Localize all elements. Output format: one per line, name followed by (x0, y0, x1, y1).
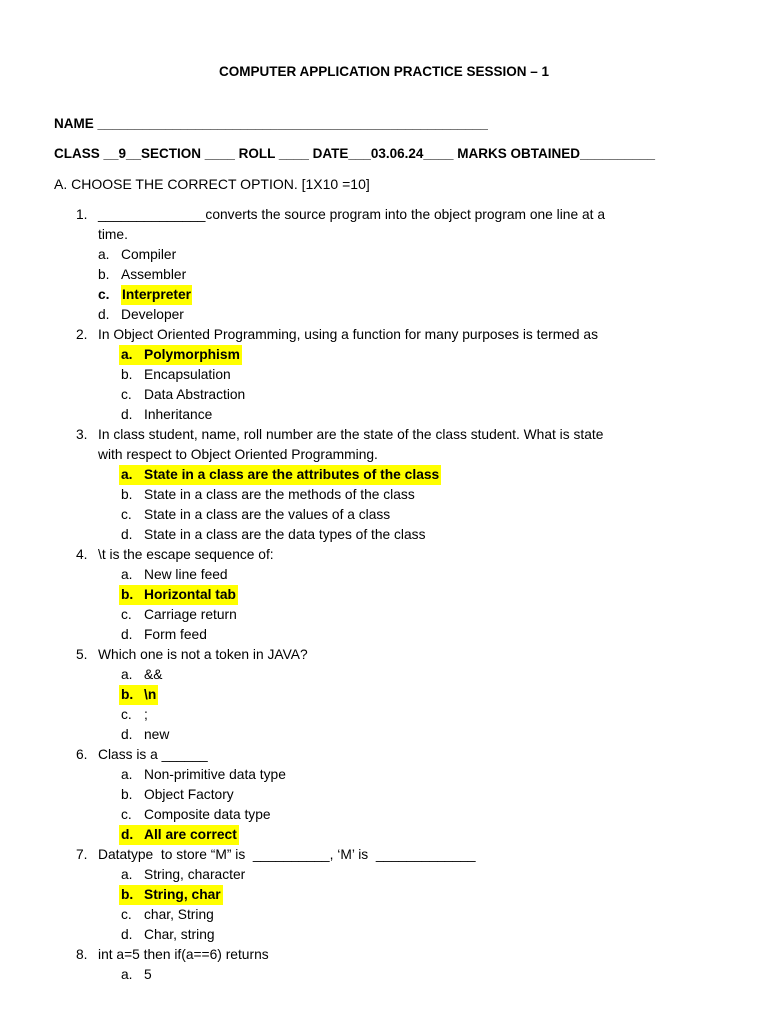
answer-highlight (119, 465, 441, 485)
question-number: 5. (76, 647, 88, 662)
question-text: In Object Oriented Programming, using a function for many purposes is termed as (98, 327, 598, 342)
option-letter: a. (121, 767, 133, 782)
answer-highlight (119, 825, 239, 845)
option-letter: c. (121, 607, 132, 622)
option-text: State in a class are the values of a class (144, 507, 391, 522)
question-text: Class is a ______ (98, 747, 208, 762)
question-line (0, 945, 768, 965)
option-text: new (144, 727, 170, 742)
option-text: Char, string (144, 927, 215, 942)
question-line (0, 225, 768, 245)
option-correct (0, 885, 768, 905)
option (0, 385, 768, 405)
question-line (0, 645, 768, 665)
option-correct (0, 285, 768, 305)
option (0, 965, 768, 985)
option (0, 865, 768, 885)
option (0, 785, 768, 805)
option (0, 605, 768, 625)
question-number: 8. (76, 947, 88, 962)
option-letter: a. (121, 467, 133, 482)
question-number: 7. (76, 847, 88, 862)
option-text: Horizontal tab (144, 587, 236, 602)
option-text: String, character (144, 867, 246, 882)
option-text: Encapsulation (144, 367, 231, 382)
option-letter: a. (121, 347, 133, 362)
option (0, 305, 768, 325)
option (0, 365, 768, 385)
option-letter: b. (121, 887, 134, 902)
option-text: Assembler (121, 267, 187, 282)
question-list (0, 205, 768, 985)
option (0, 705, 768, 725)
page-title: COMPUTER APPLICATION PRACTICE SESSION – 1 (218, 64, 550, 79)
question-text: \t is the escape sequence of: (98, 547, 274, 562)
option-text: Composite data type (144, 807, 271, 822)
option (0, 565, 768, 585)
option (0, 805, 768, 825)
option-letter: b. (98, 267, 110, 282)
option (0, 245, 768, 265)
option-text: Carriage return (144, 607, 237, 622)
question-text: In class student, name, roll number are the state of the class student. What is state (98, 427, 604, 442)
option-letter: d. (121, 407, 133, 422)
option-letter: d. (121, 827, 134, 842)
question-line (0, 445, 768, 465)
option-correct (0, 585, 768, 605)
question-number: 1. (76, 207, 88, 222)
option (0, 725, 768, 745)
question-item (0, 945, 768, 985)
option-text: Compiler (121, 247, 177, 262)
question-text: int a=5 then if(a==6) returns (98, 947, 269, 962)
question-text: Datatype to store “M” is __________, ‘M’ is _____________ (98, 847, 476, 862)
question-item (0, 425, 768, 545)
option-letter: d. (121, 927, 133, 942)
question-number: 4. (76, 547, 88, 562)
option-correct (0, 465, 768, 485)
question-text: ______________converts the source program into the object program one line at a (98, 207, 605, 222)
option-letter: a. (121, 567, 133, 582)
option-text: State in a class are the data types of the class (144, 527, 426, 542)
option-letter: a. (121, 967, 133, 982)
answer-highlight (119, 885, 223, 905)
question-item (0, 325, 768, 425)
option-letter: d. (121, 727, 133, 742)
question-number: 6. (76, 747, 88, 762)
option-text: Non-primitive data type (144, 767, 286, 782)
question-item (0, 845, 768, 945)
section-heading: A. CHOOSE THE CORRECT OPTION. [1X10 =10] (54, 176, 370, 192)
question-line (0, 545, 768, 565)
option-text: char, String (144, 907, 214, 922)
question-line (0, 425, 768, 445)
class-line: CLASS __9__SECTION ____ ROLL ____ DATE___03.06.24____ MARKS OBTAINED__________ (54, 146, 656, 161)
option-letter: a. (98, 247, 110, 262)
option-correct (0, 825, 768, 845)
option-letter: c. (121, 807, 132, 822)
option-letter: c. (121, 907, 132, 922)
option-letter: c. (98, 287, 110, 302)
option-text: \n (144, 687, 157, 702)
option-letter: b. (121, 367, 133, 382)
question-text: Which one is not a token in JAVA? (98, 647, 308, 662)
option (0, 905, 768, 925)
option (0, 625, 768, 645)
option-text: ; (144, 707, 148, 722)
question-line (0, 205, 768, 225)
option (0, 665, 768, 685)
question-line (0, 325, 768, 345)
option-letter: a. (121, 667, 133, 682)
question-item (0, 745, 768, 845)
option-text: State in a class are the attributes of the class (144, 467, 440, 482)
option-text: Object Factory (144, 787, 234, 802)
option-text: Interpreter (121, 285, 192, 305)
question-number: 2. (76, 327, 88, 342)
answer-highlight (119, 345, 242, 365)
option-letter: d. (98, 307, 110, 322)
question-line (0, 845, 768, 865)
option-letter: c. (121, 507, 132, 522)
option (0, 925, 768, 945)
name-line: NAME ____________________________________________________ (54, 116, 488, 131)
option-text: String, char (144, 887, 221, 902)
option-text: Form feed (144, 627, 207, 642)
option-correct (0, 685, 768, 705)
question-item (0, 645, 768, 745)
option-letter: a. (121, 867, 133, 882)
question-line (0, 745, 768, 765)
option-text: Developer (121, 307, 184, 322)
option-text: New line feed (144, 567, 228, 582)
option-letter: d. (121, 627, 133, 642)
option-text: Inheritance (144, 407, 213, 422)
option-text: && (144, 667, 163, 682)
option (0, 405, 768, 425)
option (0, 505, 768, 525)
option-letter: c. (121, 707, 132, 722)
option-letter: b. (121, 787, 133, 802)
option (0, 765, 768, 785)
option-letter: b. (121, 587, 134, 602)
option-letter: c. (121, 387, 132, 402)
answer-highlight (119, 585, 238, 605)
question-item (0, 205, 768, 325)
answer-highlight (119, 685, 158, 705)
option-text: Data Abstraction (144, 387, 246, 402)
option (0, 525, 768, 545)
question-item (0, 545, 768, 645)
option-letter: d. (121, 527, 133, 542)
option-text: Polymorphism (144, 347, 240, 362)
option-text: State in a class are the methods of the class (144, 487, 415, 502)
option-text: 5 (144, 967, 152, 982)
option (0, 265, 768, 285)
option-text: All are correct (144, 827, 237, 842)
question-text-continued: with respect to Object Oriented Programming. (98, 447, 378, 462)
question-number: 3. (76, 427, 88, 442)
option (0, 485, 768, 505)
option-letter: b. (121, 687, 134, 702)
option-letter: b. (121, 487, 133, 502)
option-correct (0, 345, 768, 365)
question-text-continued: time. (98, 227, 128, 242)
